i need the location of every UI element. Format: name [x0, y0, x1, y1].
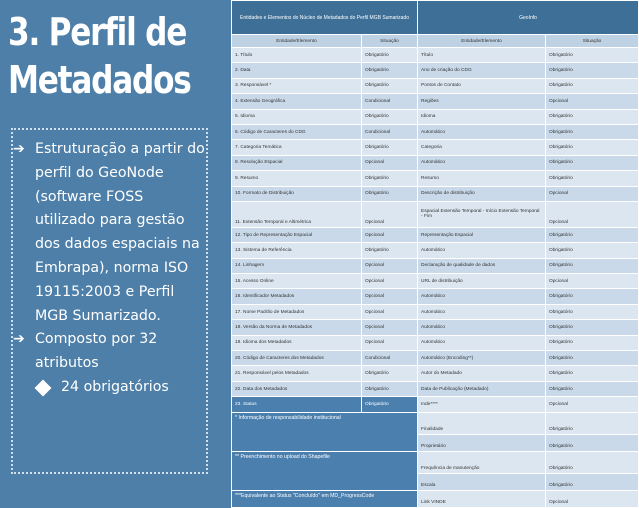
entity-cell: 19. Idioma dos Metadados — [232, 335, 362, 350]
title-line-2: Metadados — [8, 58, 191, 102]
table-row — [232, 186, 639, 201]
geoinfo-status-cell: Obrigatório — [546, 351, 639, 366]
sub-bullet-text: 24 obrigatórios — [61, 378, 169, 395]
col-status2-header: Situação — [546, 35, 639, 48]
status-cell: Opcional — [362, 335, 418, 350]
bullet-text: Composto por 32 atributos — [35, 331, 158, 372]
entity-cell: 1. Título — [232, 48, 362, 63]
geoinfo-status-cell: Obrigatório — [546, 124, 639, 139]
entity-cell: 12. Tipo de Representação Espacial — [232, 227, 362, 242]
geoinfo-status-cell: Opcional — [546, 274, 639, 289]
geoinfo-entity-cell: Automático — [418, 304, 546, 319]
table-row — [232, 397, 639, 412]
col-entity-header: Entidade/Elemento — [232, 35, 362, 48]
geoinfo-entity-cell: Inde**** — [418, 397, 546, 412]
status-cell: Opcional — [362, 201, 418, 227]
arrow-icon: ➔ — [13, 331, 25, 348]
bullet-list — [13, 138, 208, 400]
geoinfo-status-cell: Obrigatório — [546, 434, 639, 451]
table-row — [232, 451, 639, 473]
geoinfo-status-cell: Obrigatório — [546, 243, 639, 258]
table-row — [232, 140, 639, 155]
geoinfo-status-cell: Obrigatório — [546, 381, 639, 396]
status-cell: Opcional — [362, 258, 418, 273]
status-cell: Obrigatório — [362, 63, 418, 78]
table-row — [232, 381, 639, 396]
geoinfo-status-cell: Obrigatório — [546, 48, 639, 63]
geoinfo-entity-cell: Proprietário — [418, 434, 546, 451]
geoinfo-entity-cell: Automático — [418, 320, 546, 335]
table-header-row — [232, 1, 639, 35]
table-row — [232, 258, 639, 273]
left-panel — [0, 0, 218, 479]
geoinfo-status-cell: Obrigatório — [546, 304, 639, 319]
geoinfo-entity-cell: Idioma — [418, 109, 546, 124]
bullet-text: Estruturação a partir do perfil do GeoNode (software FOSS utilizado para gestão dos dados espaciais na Embrapa), norma ISO 19115:2003 e Perfil MGB Sumarizado. — [35, 141, 205, 324]
entity-cell: 8. Resolução Espacial — [232, 155, 362, 170]
table-row — [232, 243, 639, 258]
table-row — [232, 366, 639, 381]
geoinfo-entity-cell: URL de distribuição — [418, 274, 546, 289]
entity-cell: 6. Código de Caracteres do CDG — [232, 124, 362, 139]
table-row — [232, 289, 639, 304]
entity-cell: 2. Data — [232, 63, 362, 78]
status-cell: Obrigatório — [362, 48, 418, 63]
geoinfo-status-cell: Opcional — [546, 201, 639, 227]
entity-cell: 9. Resumo — [232, 171, 362, 186]
status-cell: Obrigatório — [362, 381, 418, 396]
table-row — [232, 274, 639, 289]
entity-cell: 11. Extensão Temporal e Altimétrica — [232, 201, 362, 227]
geoinfo-status-cell: Opcional — [546, 490, 639, 507]
table-note: ***Equivalente ao Status "Concluído" em MD_ProgressCode — [232, 490, 418, 507]
status-cell: Condicional — [362, 124, 418, 139]
status-cell: Opcional — [362, 274, 418, 289]
geoinfo-status-cell: Obrigatório — [546, 155, 639, 170]
status-cell: Obrigatório — [362, 78, 418, 93]
entity-cell: 10. Formato de Distribuição — [232, 186, 362, 201]
geoinfo-status-cell: Obrigatório — [546, 412, 639, 434]
table-row — [232, 335, 639, 350]
geoinfo-entity-cell: Declaração de qualidade de dados — [418, 258, 546, 273]
geoinfo-status-cell: Obrigatório — [546, 140, 639, 155]
status-cell: Obrigatório — [362, 186, 418, 201]
table-row — [232, 304, 639, 319]
entity-cell: 4. Extensão Geográfica — [232, 94, 362, 109]
geoinfo-entity-cell: Ano de criação do CDG — [418, 63, 546, 78]
entity-cell: 21. Responsável pelos Metadados — [232, 366, 362, 381]
geoinfo-entity-cell: Regiões — [418, 94, 546, 109]
geoinfo-entity-cell: Link VINDE — [418, 490, 546, 507]
geoinfo-entity-cell: Automático — [418, 289, 546, 304]
geoinfo-entity-cell: Automático (Encoding**) — [418, 351, 546, 366]
entity-cell: 15. Acesso Online — [232, 274, 362, 289]
header-right: GeoInfo — [418, 1, 639, 35]
geoinfo-status-cell: Obrigatório — [546, 473, 639, 490]
entity-cell: 17. Nome Padrão de Metadados — [232, 304, 362, 319]
table-row — [232, 155, 639, 170]
table-row — [232, 78, 639, 93]
table-row — [232, 48, 639, 63]
geoinfo-entity-cell: Autor do Metadado — [418, 366, 546, 381]
status-cell: Obrigatório — [362, 140, 418, 155]
entity-cell: 22. Data dos Metadados — [232, 381, 362, 396]
geoinfo-status-cell: Obrigatório — [546, 320, 639, 335]
table-note: * Informação de responsabilidade institucional — [232, 412, 418, 451]
geoinfo-status-cell: Opcional — [546, 94, 639, 109]
status-cell: Opcional — [362, 304, 418, 319]
status-cell: Opcional — [362, 320, 418, 335]
table-row — [232, 109, 639, 124]
arrow-icon: ➔ — [13, 141, 25, 157]
geoinfo-entity-cell: Finalidade — [418, 412, 546, 434]
title-line-1: 3. Perfil de — [8, 10, 187, 54]
status-cell: Opcional — [362, 155, 418, 170]
diamond-icon — [35, 379, 52, 396]
column-header-row — [232, 35, 639, 48]
table-row — [232, 94, 639, 109]
geoinfo-status-cell: Obrigatório — [546, 171, 639, 186]
col-entity2-header: Entidade/Elemento — [418, 35, 546, 48]
slide-title — [8, 8, 191, 104]
entity-cell: 20. Código de Caracteres dos Metadados — [232, 351, 362, 366]
geoinfo-status-cell: Obrigatório — [546, 63, 639, 78]
metadata-table — [231, 0, 639, 508]
sub-bullet-item — [13, 376, 208, 400]
geoinfo-entity-cell: Categoria — [418, 140, 546, 155]
geoinfo-status-cell: Obrigatório — [546, 335, 639, 350]
entity-cell: 7. Categoria Temática — [232, 140, 362, 155]
table-row — [232, 63, 639, 78]
entity-cell: 18. Versão da Norma de Metadados — [232, 320, 362, 335]
geoinfo-entity-cell: Espacial Extensão Temporal - Início Extensão Temporal - Fim — [418, 201, 546, 227]
bullet-item — [13, 328, 208, 376]
geoinfo-status-cell: Obrigatório — [546, 451, 639, 473]
status-cell: Condicional — [362, 94, 418, 109]
status-cell: Opcional — [362, 227, 418, 242]
status-cell: Obrigatório — [362, 109, 418, 124]
table-row — [232, 171, 639, 186]
table-row — [232, 412, 639, 434]
table-row — [232, 320, 639, 335]
geoinfo-entity-cell: Automático — [418, 124, 546, 139]
table-row — [232, 124, 639, 139]
geoinfo-entity-cell: Título — [418, 48, 546, 63]
table-row — [232, 201, 639, 227]
entity-cell: 14. Linhagem — [232, 258, 362, 273]
status-cell: Condicional — [362, 351, 418, 366]
status-cell: Obrigatório — [362, 171, 418, 186]
entity-cell: 16. Identificador Metadados — [232, 289, 362, 304]
table-row — [232, 227, 639, 242]
entity-cell: 13. Sistema de Referência — [232, 243, 362, 258]
entity-cell: 5. Idioma — [232, 109, 362, 124]
geoinfo-status-cell: Opcional — [546, 397, 639, 412]
status-cell: Obrigatório — [362, 397, 418, 412]
geoinfo-entity-cell: Data de Publicação (Metadado) — [418, 381, 546, 396]
col-status-header: Situação — [362, 35, 418, 48]
status-cell: Opcional — [362, 289, 418, 304]
geoinfo-status-cell: Obrigatório — [546, 227, 639, 242]
geoinfo-entity-cell: Automático — [418, 155, 546, 170]
geoinfo-entity-cell: Frequência de manutenção — [418, 451, 546, 473]
geoinfo-entity-cell: Automático — [418, 243, 546, 258]
status-cell: Obrigatório — [362, 366, 418, 381]
geoinfo-status-cell: Obrigatório — [546, 289, 639, 304]
bullet-item — [13, 138, 208, 328]
geoinfo-entity-cell: Escala — [418, 473, 546, 490]
status-cell: Obrigatório — [362, 243, 418, 258]
entity-cell: 23. Status — [232, 397, 362, 412]
geoinfo-entity-cell: Resumo — [418, 171, 546, 186]
geoinfo-status-cell: Obrigatório — [546, 109, 639, 124]
entity-cell: 3. Responsável * — [232, 78, 362, 93]
geoinfo-entity-cell: Automático — [418, 335, 546, 350]
table-row — [232, 351, 639, 366]
table-row — [232, 490, 639, 507]
geoinfo-status-cell: Obrigatório — [546, 366, 639, 381]
geoinfo-entity-cell: Descrição de distribuição — [418, 186, 546, 201]
header-left: Entidades e Elementos do Núcleo de Metadados do Perfil MGB Sumarizado — [232, 1, 418, 35]
geoinfo-status-cell: Opcional — [546, 186, 639, 201]
geoinfo-status-cell: Obrigatório — [546, 78, 639, 93]
geoinfo-status-cell: Obrigatório — [546, 258, 639, 273]
geoinfo-entity-cell: Pontos de Contato — [418, 78, 546, 93]
geoinfo-entity-cell: Representação Espacial — [418, 227, 546, 242]
table-note: ** Preenchimento no upload do Shapefile — [232, 451, 418, 490]
